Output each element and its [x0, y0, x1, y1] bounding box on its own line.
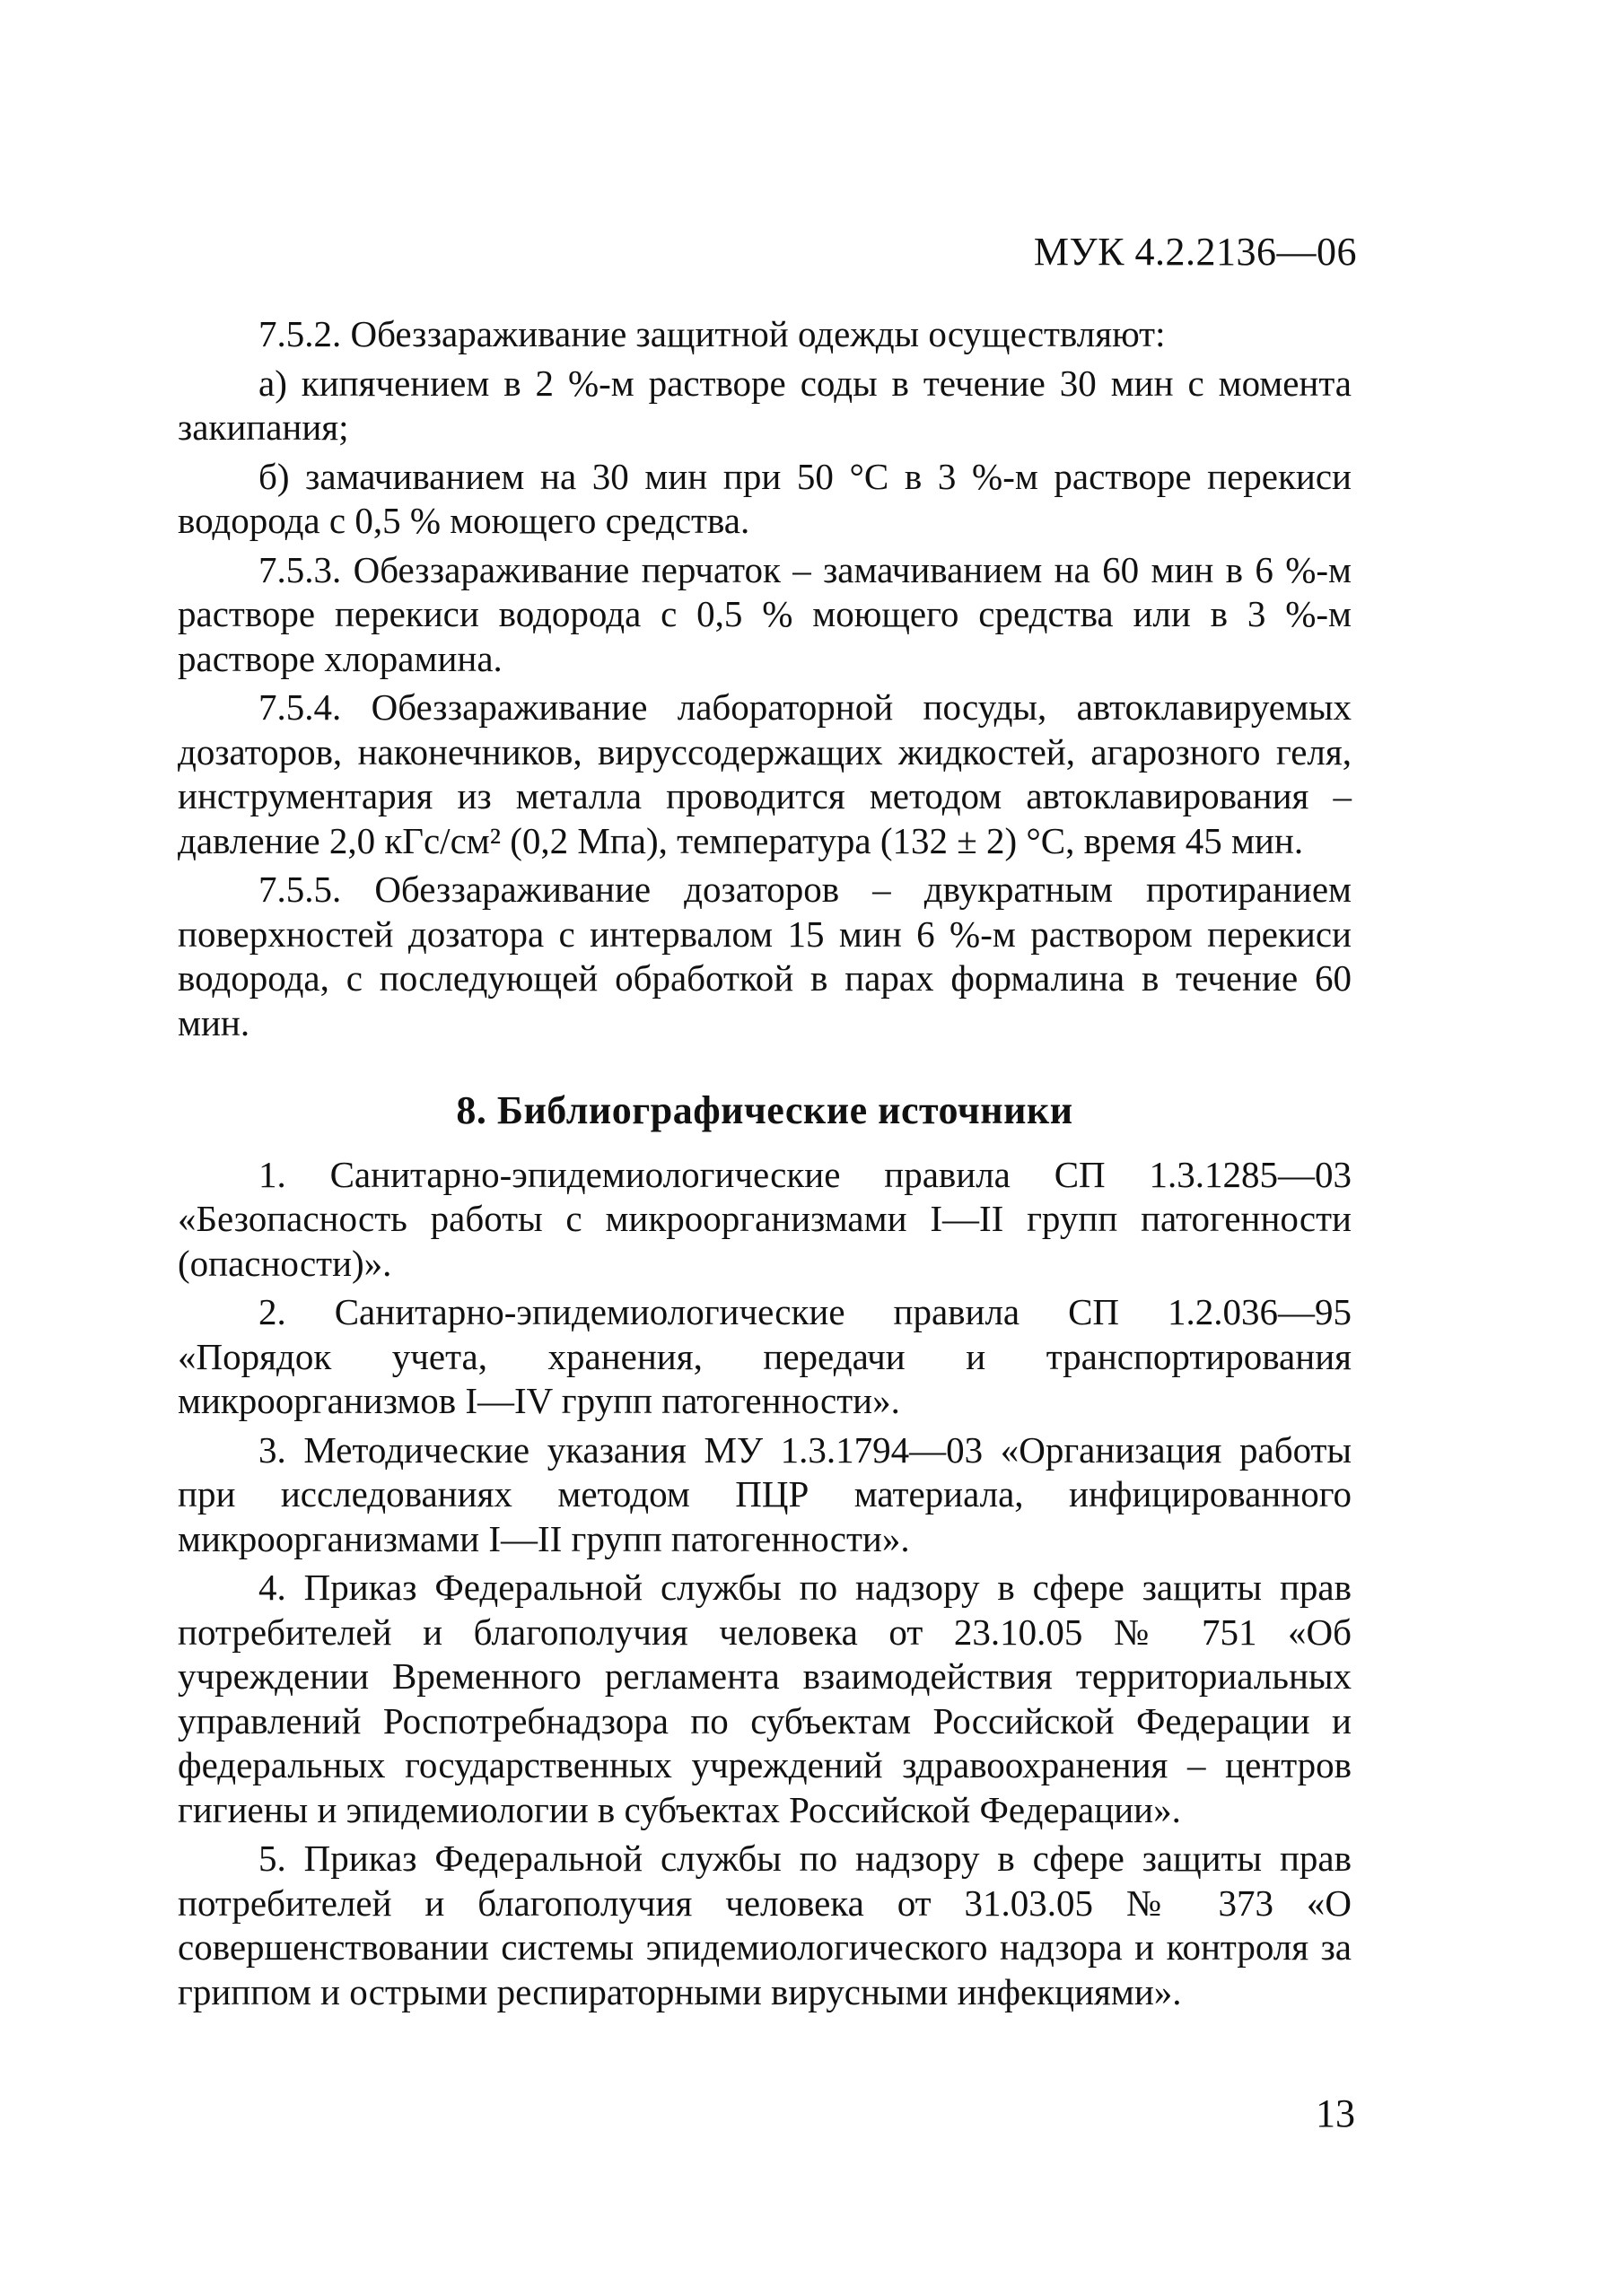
paragraph-7-5-2-b: б) замачиванием на 30 мин при 50 °С в 3 %-м растворе перекиси водорода с 0,5 % моющего средства.: [178, 455, 1352, 541]
bibliography-item-2: 2. Санитарно-эпидемиологические правила СП 1.2.036—95 «Порядок учета, хранения, передачи и транспортирования микроорганизмов I—IV групп патогенности».: [178, 1291, 1352, 1421]
paragraph-7-5-5: 7.5.5. Обеззараживание дозаторов – двукратным протиранием поверхностей дозатора с интервалом 15 мин 6 %-м раствором перекиси водорода, с последующей обработкой в парах формалина в течение 60 мин.: [178, 869, 1352, 1043]
paragraph-7-5-2: 7.5.2. Обеззараживание защитной одежды осуществляют:: [258, 313, 1166, 354]
page-number: 13: [1316, 2091, 1355, 2135]
paragraph-7-5-2-a: а) кипячением в 2 %-м растворе соды в течение 30 мин с момента закипания;: [178, 362, 1352, 448]
bibliography-item-5: 5. Приказ Федеральной службы по надзору в сфере защиты прав потребителей и благополучия человека от 31.03.05 № 373 «О совершенствовании системы эпидемиологического надзора и контроля за гриппом и острыми респираторными вирусными инфекциями».: [178, 1838, 1352, 2012]
bibliography-item-1: 1. Санитарно-эпидемиологические правила СП 1.3.1285—03 «Безопасность работы с микроорганизмами I—II групп патогенности (опасности)».: [178, 1153, 1352, 1284]
paragraph-7-5-3: 7.5.3. Обеззараживание перчаток – замачиванием на 60 мин в 6 %-м растворе перекиси водорода с 0,5 % моющего средства или в 3 %-м растворе хлорамина.: [178, 548, 1352, 679]
bibliography-item-4: 4. Приказ Федеральной службы по надзору в сфере защиты прав потребителей и благополучия человека от 23.10.05 № 751 «Об учреждении Временного регламента взаимодействия территориальных управлений Роспотребнадзора по субъектам Российской Федерации и федеральных государственных учреждений здравоохранения – центров гигиены и эпидемиологии в субъектах Российской Федерации».: [178, 1567, 1352, 1830]
document-body: [178, 312, 1352, 2019]
bibliography-item-3: 3. Методические указания МУ 1.3.1794—03 «Организация работы при исследованиях методом ПЦР материала, инфицированного микроорганизмами I—II групп патогенности».: [178, 1428, 1352, 1559]
section-heading-bibliography: 8. Библиографические источники: [456, 1088, 1073, 1132]
document-code-header: МУК 4.2.2136—06: [1033, 230, 1357, 274]
paragraph-7-5-4: 7.5.4. Обеззараживание лабораторной посуды, автоклавируемых дозаторов, наконечников, вируссодержащих жидкостей, агарозного геля, инструментария из металла проводится методом автоклавирования – давление 2,0 кГс/см² (0,2 Мпа), температура (132 ± 2) °С, время 45 мин.: [178, 686, 1352, 861]
